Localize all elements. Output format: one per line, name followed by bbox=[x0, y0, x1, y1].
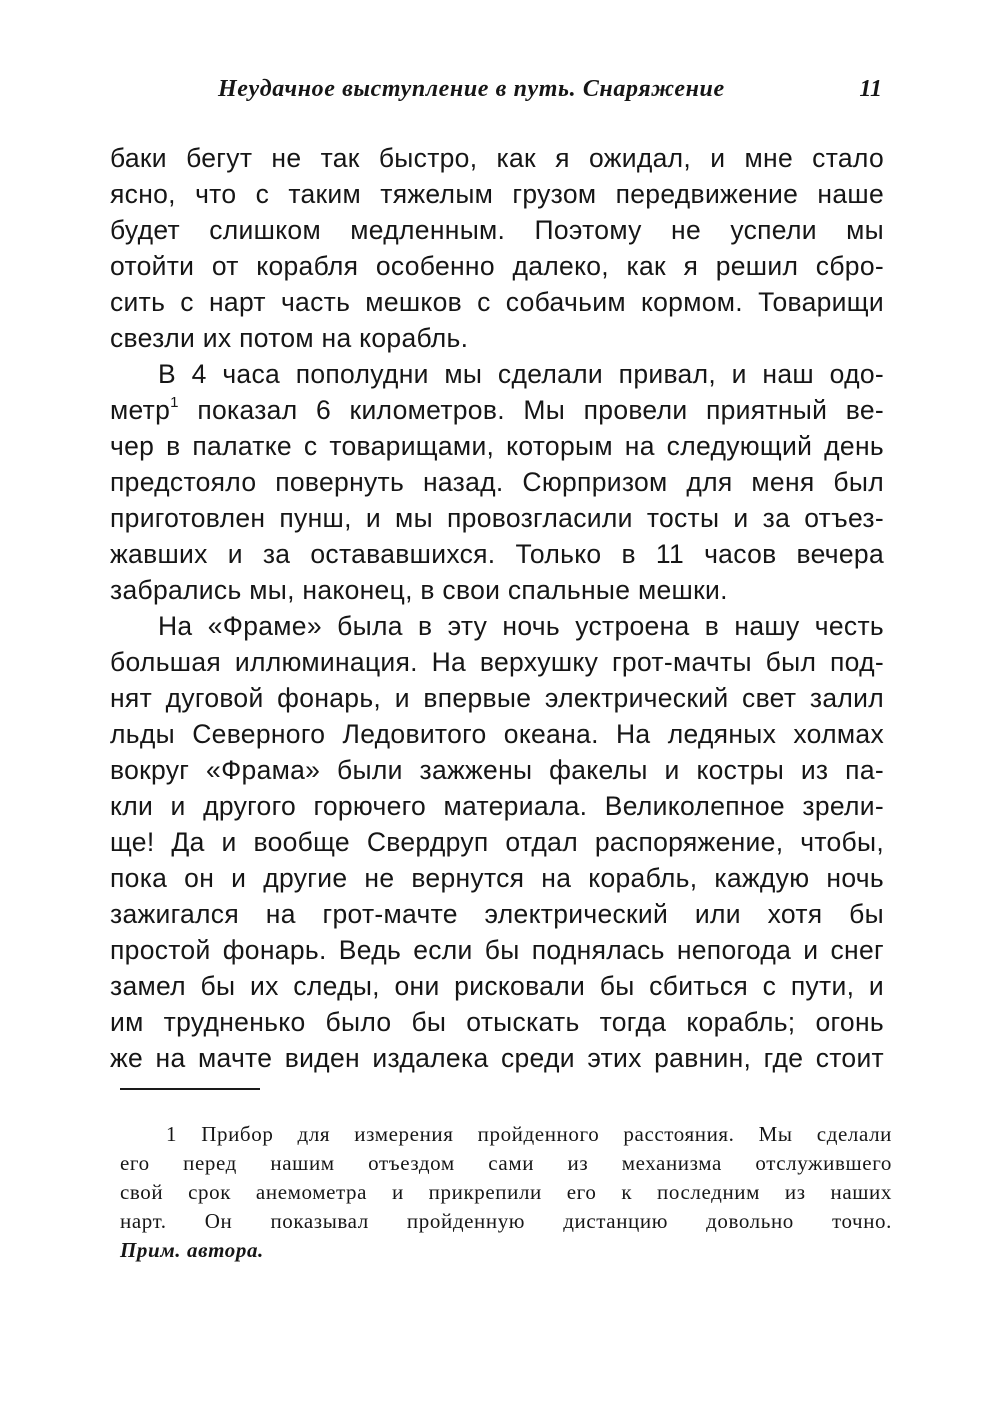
footnote-line: свой срок анемометра и прикрепили его к последним из наших bbox=[120, 1180, 892, 1204]
footnote-line: нарт. Он показывал пройденную дистанцию довольно точно. bbox=[120, 1209, 892, 1233]
footnote-reference: 1 bbox=[170, 394, 179, 411]
text-line: вокруг «Фрама» были зажжены факелы и костры из па- bbox=[110, 755, 884, 785]
text-line: нят дуговой фонарь, и впервые электрический свет залил bbox=[110, 683, 884, 713]
text-line: ясно, что с таким тяжелым грузом передвижение наше bbox=[110, 179, 884, 209]
text-line: забрались мы, наконец, в свои спальные мешки. bbox=[110, 575, 728, 605]
text-line: предстояло повернуть назад. Сюрпризом для меня был bbox=[110, 467, 884, 497]
text-line-with-footnote bbox=[110, 392, 884, 428]
page-number: 11 bbox=[859, 76, 882, 102]
text-line: будет слишком медленным. Поэтому не успели мы bbox=[110, 215, 884, 245]
footnote-line: его перед нашим отъездом сами из механизма отслужившего bbox=[120, 1151, 892, 1175]
body-text bbox=[110, 140, 884, 1076]
text-line: льды Северного Ледовитого океана. На ледяных холмах bbox=[110, 719, 884, 749]
text-line: баки бегут не так быстро, как я ожидал, и мне стало bbox=[110, 143, 884, 173]
text-line: сить с нарт часть мешков с собачьим кормом. Товарищи bbox=[110, 287, 884, 317]
text-line: свезли их потом на корабль. bbox=[110, 323, 469, 353]
running-title: Неудачное выступление в путь. Снаряжение bbox=[218, 76, 725, 102]
text-line: кли и другого горючего материала. Великолепное зрели- bbox=[110, 791, 884, 821]
text-fragment: показал 6 километров. Мы провели приятный ве- bbox=[178, 395, 884, 425]
footnote-line bbox=[120, 1236, 892, 1265]
text-line: же на мачте виден издалека среди этих равнин, где стоит bbox=[110, 1043, 884, 1073]
text-line: им трудненько было бы отыскать тогда корабль; огонь bbox=[110, 1007, 884, 1037]
text-line: чер в палатке с товарищами, которым на следующий день bbox=[110, 431, 884, 461]
text-line: ще! Да и вообще Свердруп отдал распоряжение, чтобы, bbox=[110, 827, 884, 857]
author-note: Прим. автора. bbox=[120, 1238, 264, 1262]
text-line: большая иллюминация. На верхушку грот-мачты был под- bbox=[110, 647, 884, 677]
text-line: зажигался на грот-мачте электрический или хотя бы bbox=[110, 899, 884, 929]
footnote-divider bbox=[120, 1088, 260, 1090]
text-line: отойти от корабля особенно далеко, как я решил сбро- bbox=[110, 251, 884, 281]
text-line: пока он и другие не вернутся на корабль, каждую ночь bbox=[110, 863, 884, 893]
text-line: жавших и за остававшихся. Только в 11 часов вечера bbox=[110, 539, 884, 569]
text-line: приготовлен пунш, и мы провозгласили тосты и за отъез- bbox=[110, 503, 884, 533]
running-head bbox=[110, 76, 882, 110]
text-line: замел бы их следы, они рисковали бы сбиться с пути, и bbox=[110, 971, 884, 1001]
footnote bbox=[120, 1120, 892, 1265]
text-line: На «Фраме» была в эту ночь устроена в нашу честь bbox=[158, 611, 884, 641]
text-line: простой фонарь. Ведь если бы поднялась непогода и снег bbox=[110, 935, 884, 965]
text-line: В 4 часа пополудни мы сделали привал, и наш одо- bbox=[158, 359, 884, 389]
text-fragment: метр bbox=[110, 395, 171, 425]
footnote-line: 1 Прибор для измерения пройденного расстояния. Мы сделали bbox=[166, 1122, 892, 1146]
